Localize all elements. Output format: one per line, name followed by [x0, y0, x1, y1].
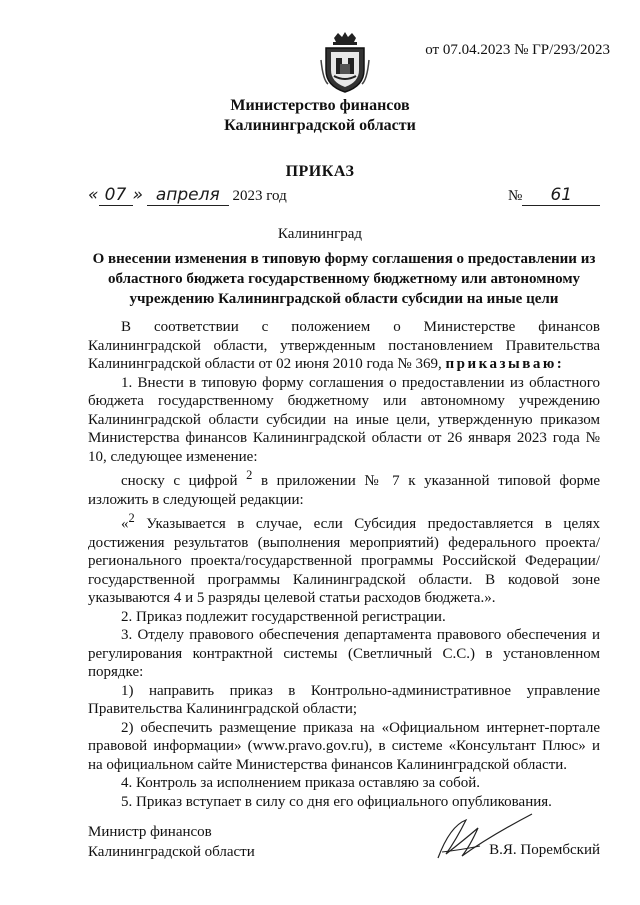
- order-subject: О внесении изменения в типовую форму соглашения о предоставлении из областного бюджета государственному бюджетному или автономному учреждению Калининградской области субсидии на иные цели: [92, 251, 596, 307]
- paragraph-3-1: 1) направить приказ в Контрольно-административное управление Правительства Калининградской области;: [88, 682, 600, 717]
- number-value: 61: [550, 185, 573, 205]
- footnote-mark: 2: [246, 468, 253, 482]
- coat-of-arms-emblem: [320, 30, 370, 94]
- preamble-text: В соответствии с положением о Министерстве финансов Калининградской области, утвержденным постановлением Правительства Калининградской области от 02 июня 2010 года № 369,: [88, 319, 600, 372]
- paragraph-1b: [88, 509, 600, 608]
- order-number: [508, 185, 600, 206]
- number-prefix: №: [508, 188, 523, 204]
- quote-open: «: [121, 516, 129, 532]
- signatory-title: [88, 822, 255, 862]
- order-date: [88, 185, 287, 206]
- city: Калининград: [277, 226, 363, 242]
- paragraph-4: 4. Контроль за исполнением приказа оставляю за собой.: [121, 775, 481, 791]
- date-year: 2023 год: [232, 188, 287, 204]
- paragraph-1a-after: в приложении № 7 к указанной типовой форме изложить в следующей редакции:: [88, 473, 601, 508]
- document-reference: от 07.04.2023 № ГР/293/2023: [425, 42, 610, 58]
- ministry-line-1: Министерство финансов: [230, 97, 410, 114]
- paragraph-5: 5. Приказ вступает в силу со дня его официального опубликования.: [121, 793, 552, 810]
- footnote-mark-quoted: 2: [128, 511, 135, 525]
- preamble-paragraph: [88, 318, 600, 374]
- signatory-title-line-2: Калининградской области: [88, 844, 255, 860]
- paragraph-3-2: 2) обеспечить размещение приказа на «Официальном интернет-портале правовой информации» (www.pravo.gov.ru), в системе «Консультант Плюс» и на официальном сайте Министерства финансов Калининградской области.: [88, 719, 600, 773]
- paragraph-1a-before: сноску с цифрой: [121, 473, 238, 489]
- date-month: апреля: [155, 185, 220, 205]
- document-type: ПРИКАЗ: [285, 163, 355, 180]
- footnote-text: Указывается в случае, если Субсидия предоставляется в целях достижения результатов (выполнения мероприятий) федерального проекта/регионального проекта/государственной программы Российской Федерации/государственной программы Калининградской области. В кодовой зоне указываются 4 и 5 разряды целевой статьи расходов бюджета.».: [88, 516, 600, 606]
- paragraph-2: 2. Приказ подлежит государственной регистрации.: [121, 608, 446, 625]
- ministry-name: [0, 96, 640, 136]
- order-body: [88, 318, 600, 811]
- paragraph-1a: [88, 466, 600, 509]
- date-open-quote: «: [88, 185, 99, 205]
- signatory-title-line-1: Министр финансов: [88, 824, 212, 840]
- ministry-line-2: Калининградской области: [224, 117, 416, 134]
- signatory-name: В.Я. Порембский: [489, 842, 600, 858]
- order-word: приказываю:: [445, 356, 565, 372]
- date-close-quote: »: [132, 185, 143, 205]
- date-day: 07: [104, 185, 127, 205]
- paragraph-1: 1. Внести в типовую форму соглашения о предоставлении из областного бюджета государственному бюджетному или автономному учреждению Калининградской области субсидии на иные цели, утвержденную приказом Министерства финансов Калининградской области от 26 января 2023 года № 10, следующее изменение:: [88, 374, 600, 465]
- paragraph-3: 3. Отделу правового обеспечения департамента правового обеспечения и регулирования контрактной системы (Светличный С.С.) в установленном порядке:: [88, 627, 600, 680]
